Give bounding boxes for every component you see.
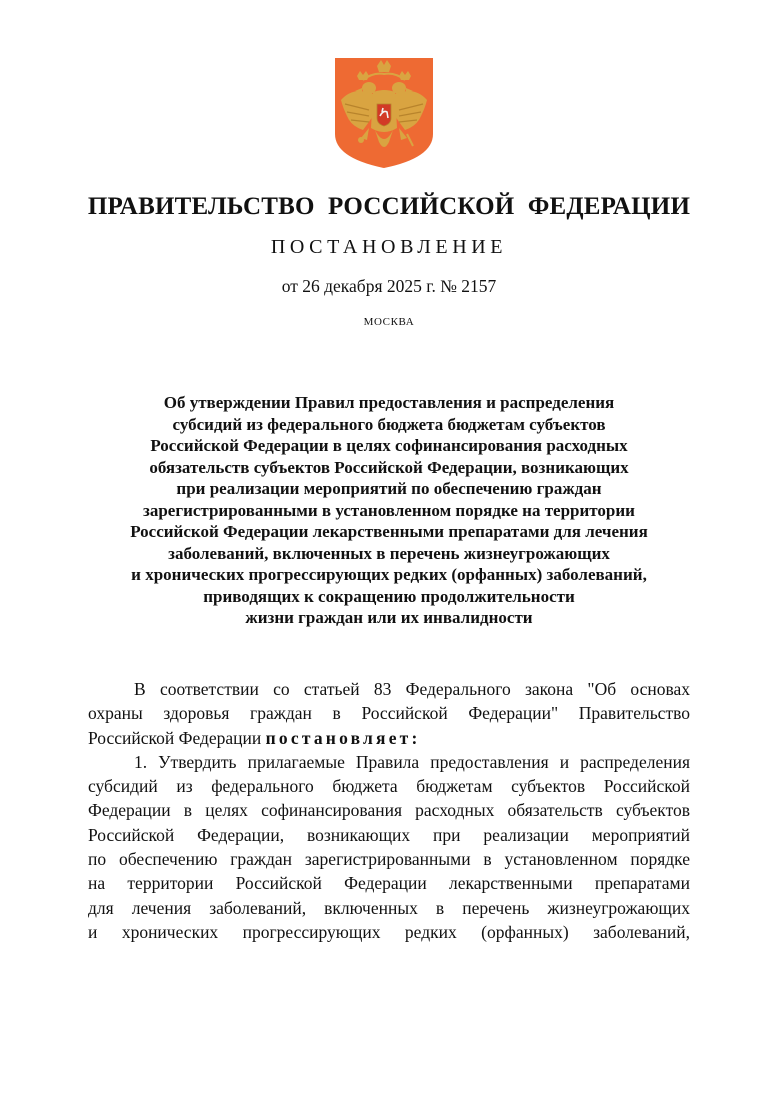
subject-line: Об утверждении Правил предоставления и распределения [163,393,615,412]
subject-line: субсидий из федерального бюджета бюджетам субъектов [172,414,606,434]
body-line: и хронических прогрессирующих редких (орфанных) заболеваний, [88,921,690,942]
subject-line: при реализации мероприятий по обеспечению граждан [176,479,602,498]
body-line: для лечения заболеваний, включенных в перечень жизнеугрожающих [88,897,690,918]
body-line: субсидий из федерального бюджета бюджетам субъектов Российской [88,776,690,797]
document-city: МОСКВА [363,316,415,328]
body-line: Российской Федерации, возникающих при реализации мероприятий [88,824,690,845]
preamble-end: Российской Федерации [88,727,262,748]
body-line: В соответствии со статьей 83 Федерального закона "Об основах [134,679,690,699]
subject-line: жизни граждан или их инвалидности [245,608,533,627]
coat-of-arms-emblem [333,56,435,170]
body-line: на территории Российской Федерации лекарственными препаратами [88,873,690,894]
decree-word: постановляет: [265,727,421,748]
document-subject [60,392,718,629]
subject-line: и хронических прогрессирующих редких (орфанных) заболеваний, [131,565,647,584]
government-title: ПРАВИТЕЛЬСТВО РОССИЙСКОЙ ФЕДЕРАЦИИ [87,193,691,220]
subject-line: Российской Федерации в целях софинансирования расходных [150,436,628,455]
document-type: ПОСТАНОВЛЕНИЕ [270,236,508,258]
subject-line: обязательств субъектов Российской Федерации, возникающих [149,457,629,477]
double-headed-eagle-icon [333,56,435,170]
body-line: по обеспечению граждан зарегистрированными в установленном порядке [88,849,690,870]
subject-line: зарегистрированными в установленном порядке на территории [143,500,635,520]
subject-line: Российской Федерации лекарственными препаратами для лечения [130,522,648,541]
document-body [88,677,690,944]
body-line: 1. Утвердить прилагаемые Правила предоставления и распределения [134,751,690,772]
body-line: Федерации в целях софинансирования расходных обязательств субъектов [88,800,690,821]
document-date-number: от 26 декабря 2025 г. № 2157 [281,276,497,296]
subject-line: приводящих к сокращению продолжительности [203,586,575,606]
body-line [88,726,690,750]
subject-line: заболеваний, включенных в перечень жизнеугрожающих [168,543,610,563]
body-line: охраны здоровья граждан в Российской Федерации" Правительство [88,703,690,724]
